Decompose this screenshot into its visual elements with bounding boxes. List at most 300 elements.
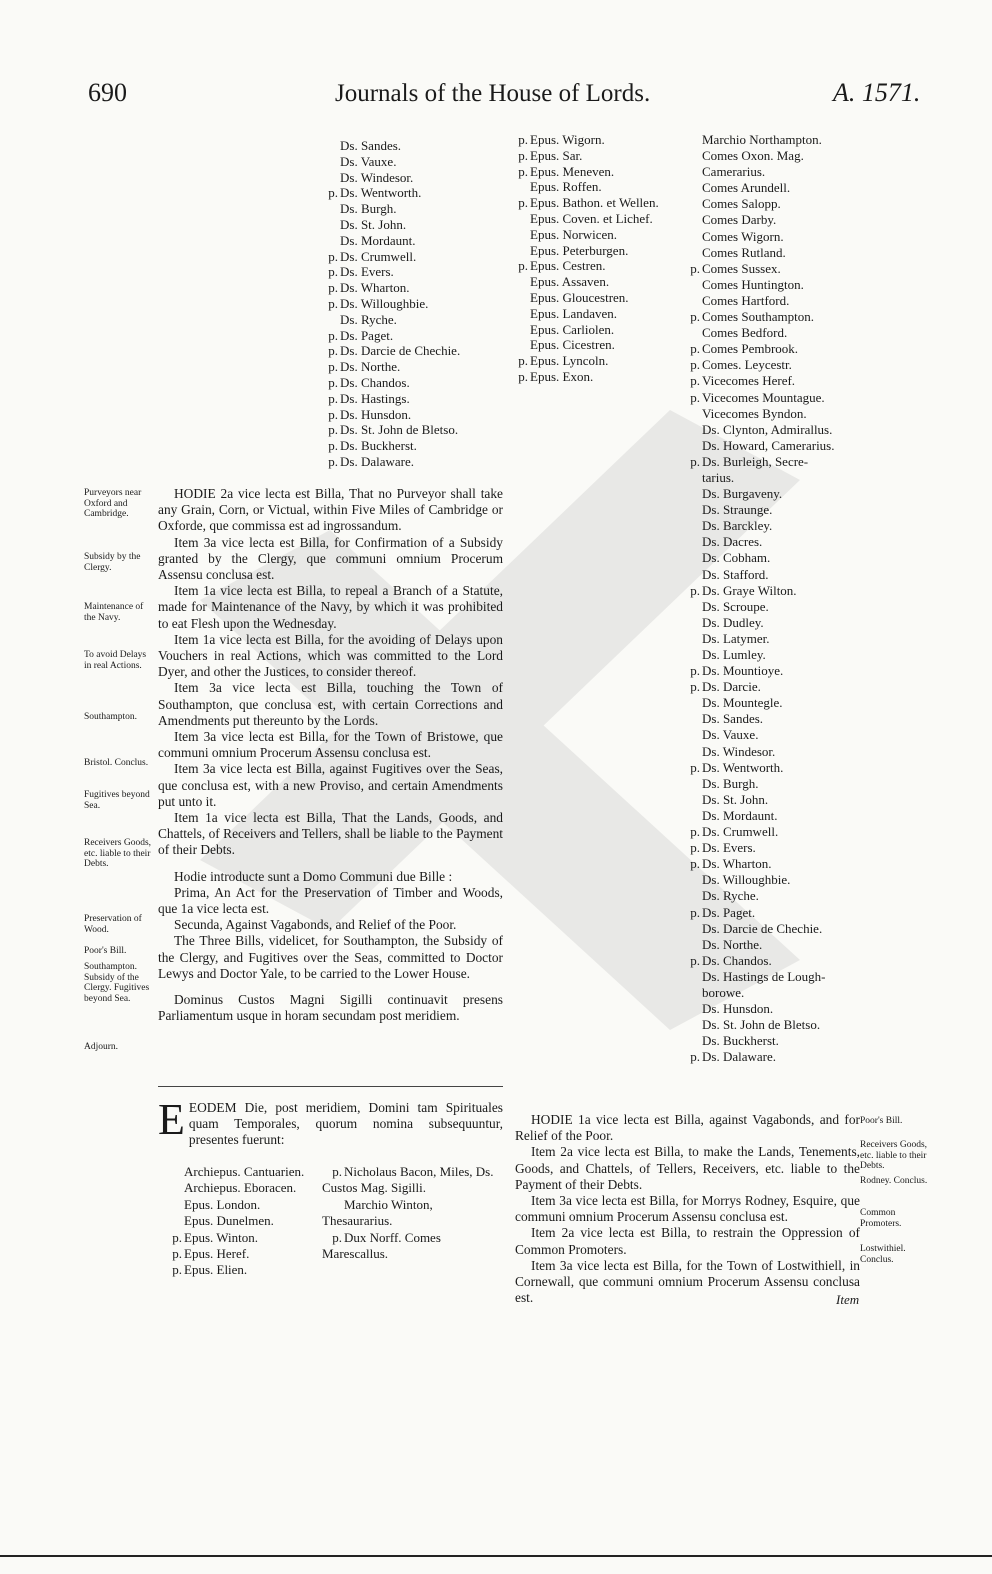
peer-name: Comes Southampton. — [702, 309, 814, 325]
peer-name: Epus. Cestren. — [530, 258, 606, 274]
attendance-entry — [680, 261, 835, 277]
peer-name: Ds. St. John de Bletso. — [340, 422, 459, 438]
catchword: Item — [836, 1292, 860, 1307]
attendance-entry — [162, 1197, 304, 1213]
peer-name: Ds. Straunge. — [702, 502, 773, 518]
attendance-entry — [680, 856, 835, 872]
attendance-entry — [680, 422, 835, 438]
peer-name: Ds. St. John de Bletso. — [702, 1017, 821, 1033]
attendance-entry — [680, 390, 835, 406]
attendance-entry — [680, 567, 835, 583]
attendance-entry — [680, 502, 835, 518]
peer-name: Ds. Dalaware. — [702, 1049, 776, 1065]
attendance-entry — [680, 373, 835, 389]
attendance-entry — [680, 1017, 835, 1033]
peer-name: Ds. Northe. — [702, 936, 763, 952]
peer-name: Ds. Buckherst. — [702, 1033, 779, 1049]
present-mark: p. — [690, 309, 700, 325]
peer-name: Ds. Ryche. — [340, 311, 397, 327]
peer-name: Ds. Windesor. — [340, 169, 414, 185]
peer-name: Epus. Winton. — [184, 1229, 258, 1245]
present-mark: p. — [690, 260, 700, 276]
peer-name: Ds. Hunsdon. — [340, 406, 412, 422]
attendance-entry — [318, 170, 460, 186]
paragraph: Prima, An Act for the Preservation of Timber and Woods, que 1a vice lecta est. — [158, 884, 503, 917]
present-mark: p. — [328, 280, 338, 296]
attendance-entry — [680, 341, 835, 357]
peer-name: tarius. — [702, 469, 735, 485]
peer-name: Epus. Dunelmen. — [184, 1213, 274, 1229]
attendance-entry — [318, 328, 460, 344]
paragraph: HODIE 1a vice lecta est Billa, against Vagabonds, and for Relief of the Poor. — [515, 1112, 860, 1144]
attendance-entry — [318, 438, 460, 454]
attendance-entry — [318, 185, 460, 201]
margin-note: Preservation of Wood. — [84, 914, 142, 935]
peer-name: Ds. Wentworth. — [340, 185, 422, 201]
attendance-entry — [322, 1230, 502, 1263]
attendance-entry — [680, 711, 835, 727]
peer-name: Ds. Hastings de Lough- — [702, 968, 826, 984]
attendance-entry — [508, 211, 659, 227]
attendance-column-3 — [680, 132, 835, 1065]
present-mark: p. — [328, 264, 338, 280]
section-rule — [158, 1086, 503, 1087]
peer-name: Ds. Latymer. — [702, 630, 770, 646]
attendance-entry — [680, 550, 835, 566]
present-mark: p. — [690, 341, 700, 357]
attendance-entry — [680, 486, 835, 502]
margin-note: Southampton. — [84, 712, 138, 722]
peer-name: Epus. Landaven. — [530, 305, 618, 321]
peer-name: Ds. Sandes. — [702, 711, 764, 727]
peer-name: Ds. Wharton. — [702, 856, 772, 872]
peer-name: Epus. Coven. et Lichef. — [530, 210, 653, 226]
attendance-entry — [680, 647, 835, 663]
present-mark: p. — [690, 389, 700, 405]
attendance-entry — [680, 921, 835, 937]
margin-note: Lostwithiel. Conclus. — [860, 1244, 906, 1265]
peer-name: Comes Oxon. Mag. — [702, 148, 804, 164]
attendance-entry — [508, 195, 659, 211]
present-mark: p. — [328, 343, 338, 359]
attendance-entry — [318, 138, 460, 154]
peer-name: Ds. Paget. — [702, 904, 756, 920]
attendance-entry — [680, 840, 835, 856]
present-mark: p. — [690, 904, 700, 920]
present-mark: p. — [332, 1164, 342, 1179]
peer-name: Comes Salopp. — [702, 196, 781, 212]
attendance-entry — [680, 744, 835, 760]
attendance-entry — [508, 369, 659, 385]
peer-name: Ds. Wentworth. — [702, 759, 784, 775]
peer-name: Epus. London. — [184, 1196, 261, 1212]
peer-name: Comes Hartford. — [702, 292, 790, 308]
peer-name: Comes. Leycestr. — [702, 357, 792, 373]
present-mark: p. — [328, 295, 338, 311]
peer-name: Ds. Howard, Camerarius. — [702, 437, 835, 453]
peer-name: Ds. Dalaware. — [340, 453, 414, 469]
present-mark: p. — [690, 453, 700, 469]
attendance-entry — [508, 148, 659, 164]
paragraph: Item 3a vice lecta est Billa, against Fugitives over the Seas, que conclusa est, with a new Proviso, and certain Amendments put unto it. — [158, 761, 503, 809]
margin-note: Poor's Bill. — [84, 946, 127, 956]
peer-name: Archiepus. Cantuarien. — [184, 1164, 305, 1179]
margin-note: Adjourn. — [84, 1042, 119, 1052]
present-mark: p. — [518, 258, 528, 274]
page-number: 690 — [88, 78, 127, 107]
peer-name: Ds. Darcie de Chechie. — [702, 920, 823, 936]
attendance-entry — [508, 353, 659, 369]
present-mark: p. — [332, 1229, 342, 1245]
attendance-entry — [162, 1262, 304, 1278]
running-title: Journals of the House of Lords. — [335, 80, 651, 107]
peer-name: Ds. Paget. — [340, 327, 394, 343]
peer-name: Epus. Assaven. — [530, 274, 610, 290]
attendance-entry — [680, 1033, 835, 1049]
peer-name: Ds. Chandos. — [702, 952, 772, 968]
attendance-entry — [508, 132, 659, 148]
body-right — [515, 1112, 860, 1306]
margin-note: Common Promoters. — [860, 1208, 902, 1229]
attendance-entry — [318, 217, 460, 233]
paragraph: Item 2a vice lecta est Billa, to make the Lands, Tenements, Goods, and Chattels, of Tellers, Receivers, etc. liable to the Payment of their Debts. — [515, 1144, 860, 1192]
attendance-entry — [508, 227, 659, 243]
present-mark: p. — [328, 185, 338, 201]
body-left — [158, 486, 503, 1025]
attendance-entry — [508, 179, 659, 195]
attendance-entry — [680, 599, 835, 615]
margin-note: Rodney. Conclus. — [860, 1176, 928, 1186]
attendance-entry — [680, 615, 835, 631]
attendance-entry — [318, 454, 460, 470]
attendance-entry — [680, 357, 835, 373]
peer-name: Epus. Cicestren. — [530, 337, 615, 353]
attendance-entry — [162, 1213, 304, 1229]
attendance-entry — [318, 359, 460, 375]
attendance-entry — [680, 534, 835, 550]
present-mark: p. — [690, 663, 700, 679]
peer-name: Epus. Peterburgen. — [530, 242, 629, 258]
attendance-entry — [318, 154, 460, 170]
present-mark: p. — [690, 824, 700, 840]
attendance-entry — [680, 1049, 835, 1065]
attendance-entry — [162, 1246, 304, 1262]
margin-note: To avoid Delays in real Actions. — [84, 650, 147, 671]
attendance-entry — [680, 937, 835, 953]
attendance-entry — [318, 343, 460, 359]
peer-name: Comes Wigorn. — [702, 228, 784, 244]
peer-name: Ds. Barckley. — [702, 518, 773, 534]
present-mark: p. — [328, 359, 338, 375]
peer-name: Comes Huntington. — [702, 276, 804, 292]
peer-name: Ds. Vauxe. — [340, 153, 397, 169]
present-mark: p. — [172, 1229, 182, 1245]
paragraph: Item 2a vice lecta est Billa, to restrain the Oppression of Common Promoters. — [515, 1225, 860, 1257]
peer-name: Ds. Windesor. — [702, 743, 776, 759]
peer-name: Ds. Dacres. — [702, 534, 763, 550]
paragraph: Item 3a vice lecta est Billa, touching the Town of Southampton, que conclusa est, with certain Corrections and Amendments put thereunto by the Lords. — [158, 680, 503, 728]
peer-name: Vicecomes Byndon. — [702, 405, 807, 421]
peer-name: Ds. Vauxe. — [702, 727, 759, 743]
attendance-entry — [322, 1164, 502, 1197]
attendance-entry — [508, 258, 659, 274]
attendance-entry — [680, 792, 835, 808]
peer-name: Epus. Heref. — [184, 1246, 250, 1262]
attendance-entry — [680, 196, 835, 212]
present-mark: p. — [518, 195, 528, 211]
present-mark: p. — [690, 582, 700, 598]
attendance-entry — [318, 249, 460, 265]
attendance-entry — [508, 337, 659, 353]
afternoon-attendance-left — [162, 1164, 304, 1279]
attendance-entry — [680, 277, 835, 293]
attendance-entry — [680, 132, 835, 148]
peer-name: Ds. Crumwell. — [702, 824, 779, 840]
peer-name: Epus. Wigorn. — [530, 132, 605, 147]
attendance-entry — [680, 229, 835, 245]
peer-name: Epus. Exon. — [530, 368, 594, 384]
peer-name: Ds. Dudley. — [702, 614, 764, 630]
peer-name: Ds. Willoughbie. — [702, 872, 791, 888]
attendance-entry — [508, 274, 659, 290]
attendance-entry — [680, 180, 835, 196]
attendance-column-1 — [318, 138, 460, 470]
present-mark: p. — [328, 406, 338, 422]
peer-name: Nicholaus Bacon, Miles, Ds. Custos Mag. Sigilli. — [322, 1164, 494, 1196]
attendance-entry — [508, 164, 659, 180]
margin-note: Purveyors near Oxford and Cambridge. — [84, 488, 142, 519]
margin-note: Southampton. Subsidy of the Clergy. Fugitives beyond Sea. — [84, 962, 150, 1004]
attendance-entry — [508, 290, 659, 306]
present-mark: p. — [328, 374, 338, 390]
present-mark: p. — [328, 248, 338, 264]
present-mark: p. — [518, 353, 528, 369]
peer-name: Ds. St. John. — [340, 216, 407, 232]
attendance-entry — [318, 391, 460, 407]
peer-name: Ds. Mountegle. — [702, 695, 783, 711]
peer-name: Ds. Burgaveny. — [702, 486, 783, 502]
attendance-entry — [162, 1164, 304, 1180]
present-mark: p. — [328, 390, 338, 406]
paragraph: Item 3a vice lecta est Billa, for Confirmation of a Subsidy granted by the Clergy, que communi omnium Procerum Assensu conclusa est. — [158, 534, 503, 583]
attendance-entry — [162, 1180, 304, 1196]
peer-name: Ds. Mordaunt. — [340, 232, 416, 248]
peer-name: Archiepus. Eboracen. — [184, 1180, 297, 1196]
attendance-entry — [680, 695, 835, 711]
peer-name: Marchio Winton, Thesaurarius. — [322, 1196, 433, 1229]
peer-name: Ds. Darcie de Chechie. — [340, 343, 461, 359]
attendance-entry — [322, 1197, 502, 1230]
peer-name: Ds. Sandes. — [340, 138, 402, 153]
drop-cap: E — [158, 1095, 185, 1144]
attendance-entry — [680, 824, 835, 840]
peer-name: Ds. Mordaunt. — [702, 807, 778, 823]
peer-name: Comes Sussex. — [702, 260, 781, 276]
peer-name: Comes Arundell. — [702, 180, 791, 196]
margin-note: Bristol. Conclus. — [84, 758, 149, 768]
attendance-entry — [680, 245, 835, 261]
attendance-entry — [508, 322, 659, 338]
peer-name: Ds. Hastings. — [340, 390, 410, 406]
peer-name: Ds. Buckherst. — [340, 438, 417, 454]
peer-name: Ds. Burgh. — [340, 201, 397, 217]
attendance-entry — [318, 407, 460, 423]
afternoon-attendance-right — [322, 1164, 502, 1262]
attendance-entry — [318, 375, 460, 391]
attendance-entry — [680, 760, 835, 776]
margin-note: Fugitives beyond Sea. — [84, 790, 150, 811]
peer-name: Ds. Wharton. — [340, 280, 410, 296]
attendance-entry — [680, 293, 835, 309]
present-mark: p. — [690, 357, 700, 373]
peer-name: Epus. Sar. — [530, 147, 583, 163]
paragraph: The Three Bills, videlicet, for Southampton, the Subsidy of the Clergy, and Fugitives over the Seas, committed to Doctor Lewys and Doctor Yale, to be carried to the Lower House. — [158, 933, 503, 981]
peer-name: Ds. Graye Wilton. — [702, 582, 797, 598]
attendance-entry — [680, 406, 835, 422]
peer-name: Ds. Stafford. — [702, 566, 769, 582]
attendance-entry — [680, 148, 835, 164]
peer-name: Camerarius. — [702, 164, 766, 180]
peer-name: Ds. Cobham. — [702, 550, 771, 566]
peer-name: Ds. Crumwell. — [340, 248, 417, 264]
attendance-entry — [680, 985, 835, 1001]
present-mark: p. — [690, 679, 700, 695]
present-mark: p. — [518, 147, 528, 163]
attendance-entry — [680, 438, 835, 454]
paragraph: Dominus Custos Magni Sigilli continuavit presens Parliamentum usque in horam secundam post meridiem. — [158, 992, 503, 1024]
present-mark: p. — [690, 759, 700, 775]
present-mark: p. — [518, 368, 528, 384]
present-mark: p. — [172, 1246, 182, 1262]
peer-name: Epus. Bathon. et Wellen. — [530, 195, 659, 211]
bottom-rule — [0, 1555, 992, 1557]
attendance-entry — [680, 953, 835, 969]
margin-note: Subsidy by the Clergy. — [84, 552, 141, 573]
paragraph: Item 1a vice lecta est Billa, to repeal a Branch of a Statute, made for Maintenance of the Navy, by which it was prohibited to eat Flesh upon the Wednesday. — [158, 583, 503, 631]
peer-name: Ds. Scroupe. — [702, 598, 769, 614]
attendance-entry — [162, 1230, 304, 1246]
attendance-entry — [680, 164, 835, 180]
attendance-entry — [508, 306, 659, 322]
attendance-entry — [680, 663, 835, 679]
attendance-entry — [508, 243, 659, 259]
peer-name: Ds. Darcie. — [702, 679, 761, 695]
paragraph: Item 3a vice lecta est Billa, for the Town of Lostwithiell, in Cornewall, que communi omnium Procerum Assensu conclusa est. — [515, 1257, 860, 1306]
peer-name: Ds. Northe. — [340, 359, 401, 375]
attendance-entry — [318, 296, 460, 312]
peer-name: Vicecomes Mountague. — [702, 389, 825, 405]
peer-name: Ds. Evers. — [702, 840, 756, 856]
present-mark: p. — [518, 132, 528, 147]
attendance-entry — [318, 264, 460, 280]
paragraph: HODIE 2a vice lecta est Billa, That no Purveyor shall take any Grain, Corn, or Victual, within Five Miles of Cambridge or Oxforde, que commissa est ad ingrossandum. — [158, 486, 503, 534]
peer-name: Marchio Northampton. — [702, 132, 822, 147]
peer-name: Vicecomes Heref. — [702, 373, 796, 389]
attendance-entry — [680, 470, 835, 486]
peer-name: Epus. Meneven. — [530, 163, 615, 179]
margin-note: Receivers Goods, etc. liable to their Debts. — [860, 1140, 928, 1171]
peer-name: Ds. Evers. — [340, 264, 394, 280]
attendance-entry — [680, 808, 835, 824]
attendance-entry — [318, 280, 460, 296]
paragraph: Secunda, Against Vagabonds, and Relief of the Poor. — [174, 917, 457, 933]
present-mark: p. — [328, 327, 338, 343]
present-mark: p. — [328, 422, 338, 438]
attendance-entry — [680, 872, 835, 888]
peer-name: Ds. Chandos. — [340, 374, 410, 390]
peer-name: Ds. Burgh. — [702, 775, 759, 791]
present-mark: p. — [328, 453, 338, 469]
attendance-entry — [680, 631, 835, 647]
peer-name: Comes Darby. — [702, 212, 777, 228]
year: A. 1571. — [833, 78, 921, 107]
peer-name: Ds. St. John. — [702, 791, 769, 807]
paragraph: Item 3a vice lecta est Billa, for Morrys Rodney, Esquire, que communi omnium Procerum Assensu conclusa est. — [515, 1193, 860, 1225]
present-mark: p. — [172, 1262, 182, 1278]
present-mark: p. — [690, 952, 700, 968]
attendance-entry — [680, 679, 835, 695]
peer-name: Epus. Roffen. — [530, 179, 602, 195]
attendance-entry — [318, 201, 460, 217]
attendance-entry — [680, 1001, 835, 1017]
attendance-entry — [680, 969, 835, 985]
attendance-entry — [318, 422, 460, 438]
peer-name: Comes Rutland. — [702, 244, 786, 260]
attendance-entry — [680, 583, 835, 599]
peer-name: Epus. Carliolen. — [530, 321, 615, 337]
peer-name: Ds. Hunsdon. — [702, 1001, 774, 1017]
attendance-entry — [680, 776, 835, 792]
paragraph: Item 1a vice lecta est Billa, for the avoiding of Delays upon Vouchers in real Actions, which was committed to the Lord Dyer, and other the Justices, to consider thereof. — [158, 631, 503, 680]
attendance-entry — [680, 518, 835, 534]
peer-name: Comes Pembrook. — [702, 341, 799, 357]
peer-name: Ds. Ryche. — [702, 888, 759, 904]
peer-name: Epus. Norwicen. — [530, 226, 618, 242]
peer-name: Comes Bedford. — [702, 325, 788, 341]
peer-name: Epus. Elien. — [184, 1262, 248, 1278]
attendance-entry — [680, 325, 835, 341]
margin-note: Maintenance of the Navy. — [84, 602, 144, 623]
attendance-entry — [680, 905, 835, 921]
peer-name: Epus. Lyncoln. — [530, 353, 609, 369]
attendance-entry — [680, 212, 835, 228]
attendance-entry — [680, 888, 835, 904]
present-mark: p. — [690, 856, 700, 872]
attendance-entry — [680, 727, 835, 743]
present-mark: p. — [690, 373, 700, 389]
margin-note: Poor's Bill. — [860, 1116, 903, 1126]
present-mark: p. — [690, 840, 700, 856]
peer-name: Epus. Gloucestren. — [530, 289, 629, 305]
attendance-entry — [680, 309, 835, 325]
present-mark: p. — [690, 1049, 700, 1065]
peer-name: Ds. Willoughbie. — [340, 295, 429, 311]
paragraph: Item 3a vice lecta est Billa, for the Town of Bristowe, que communi omnium Procerum Assensu conclusa est. — [158, 729, 503, 761]
peer-name: borowe. — [702, 984, 745, 1000]
present-mark: p. — [518, 163, 528, 179]
attendance-entry — [318, 233, 460, 249]
paragraph: Item 1a vice lecta est Billa, That the Lands, Goods, and Chattels, of Receivers and Tellers, shall be liable to the Payment of their Debts. — [158, 810, 503, 858]
afternoon-intro — [158, 1095, 503, 1149]
paragraph: Hodie introducte sunt a Domo Communi due Bille : — [174, 868, 453, 884]
attendance-column-2 — [508, 132, 659, 385]
peer-name: Ds. Clynton, Admirallus. — [702, 421, 833, 437]
attendance-entry — [318, 312, 460, 328]
attendance-entry — [680, 454, 835, 470]
peer-name: Ds. Lumley. — [702, 647, 766, 662]
afternoon-intro-text: EODEM Die, post meridiem, Domini tam Spirituales quam Temporales, quorum nomina subsequuntur, presentes fuerunt: — [188, 1100, 503, 1148]
peer-name: Dux Norff. Comes Marescallus. — [322, 1229, 441, 1262]
